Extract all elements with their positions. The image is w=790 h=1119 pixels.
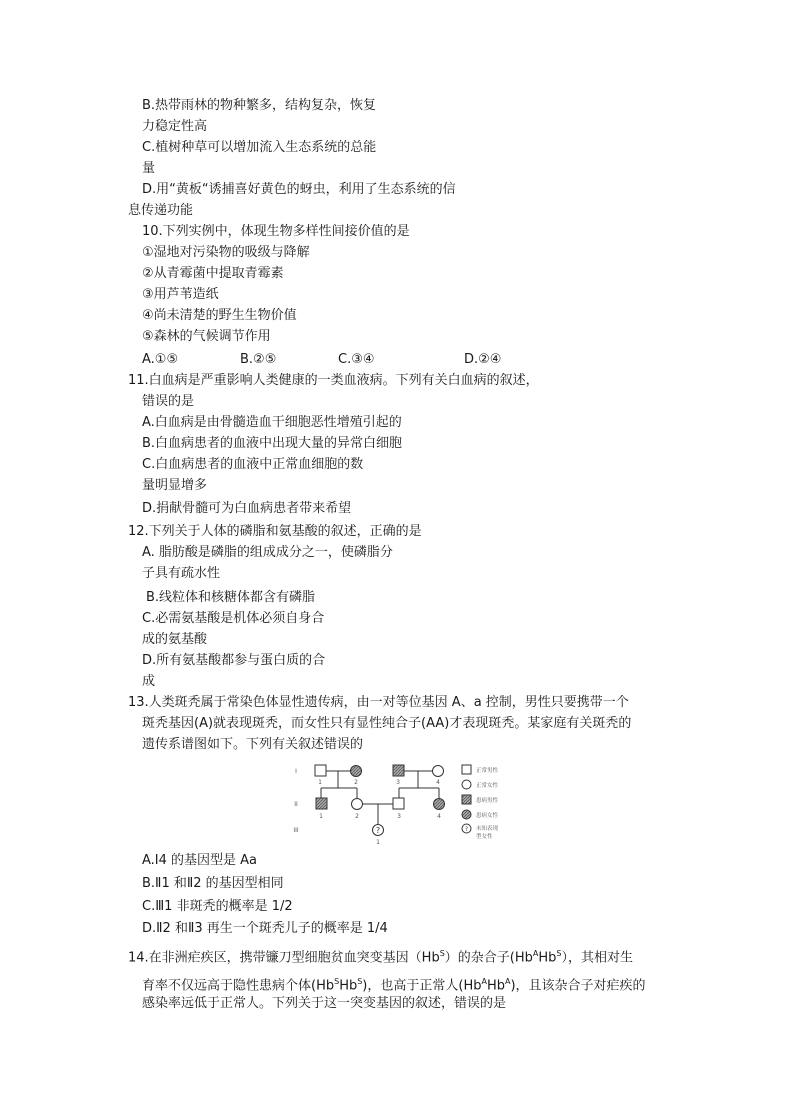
pedigree-diagram bbox=[290, 760, 520, 850]
pedigree-i3-affected-male bbox=[393, 765, 404, 776]
text-line: A.白血病是由骨髓造血干细胞恶性增殖引起的 bbox=[142, 415, 402, 430]
question-10: 10.下列实例中，体现生物多样性间接价值的是 bbox=[142, 224, 410, 239]
pedigree-number: 1 bbox=[376, 839, 380, 846]
pedigree-question-mark: ? bbox=[375, 826, 381, 835]
legend-normal-male-icon bbox=[462, 765, 471, 774]
option-13-a: A.Ⅰ4 的基因型是 Aa bbox=[142, 853, 258, 868]
text-segment: 14.在非洲疟疾区，携带镰刀型细胞贫血突变基因（Hb bbox=[128, 950, 440, 966]
text-line: 量 bbox=[142, 161, 156, 176]
pedigree-ii4-affected-female bbox=[434, 799, 445, 810]
pedigree-number: 2 bbox=[354, 779, 358, 786]
text-line: 错误的是 bbox=[142, 394, 195, 409]
pedigree-number: 4 bbox=[437, 813, 441, 820]
text-line: ②从青霉菌中提取青霉素 bbox=[142, 266, 284, 281]
text-segment: ）的杂合子(Hb bbox=[444, 950, 533, 966]
pedigree-ii2-normal-female bbox=[352, 799, 363, 810]
generation-label-iii: III bbox=[293, 827, 299, 834]
generation-label-i: I bbox=[295, 768, 297, 775]
text-segment: Hb bbox=[486, 978, 505, 994]
text-segment: )，也高于正常人(Hb bbox=[362, 978, 482, 994]
legend-label: 正常男性 bbox=[476, 768, 499, 774]
option-13-b: B.Ⅱ1 和Ⅱ2 的基因型相同 bbox=[142, 876, 284, 891]
superscript: A bbox=[481, 977, 487, 986]
text-line: B.热带雨林的物种繁多，结构复杂，恢复 bbox=[142, 98, 377, 113]
text-segment: ），其相对生 bbox=[561, 950, 633, 966]
text-line: 斑秃基因(A)就表现斑秃，而女性只有显性纯合子(AA)才表现斑秃。某家庭有关斑秃的 bbox=[142, 716, 632, 731]
pedigree-number: 2 bbox=[355, 813, 359, 820]
pedigree-number: 4 bbox=[436, 779, 440, 786]
text-line: C.白血病患者的血液中正常血细胞的数 bbox=[142, 457, 364, 472]
superscript: A bbox=[532, 949, 539, 958]
text-line: 成 bbox=[142, 674, 156, 689]
text-line: B.线粒体和核糖体都含有磷脂 bbox=[146, 590, 316, 605]
pedigree-ii3-normal-male bbox=[393, 798, 404, 809]
text-line: 感染率远低于正常人。下列关于这一突变基因的叙述，错误的是 bbox=[142, 996, 507, 1011]
text-line: 成的氨基酸 bbox=[142, 632, 208, 647]
pedigree-number: 1 bbox=[319, 813, 323, 820]
legend-affected-male-icon bbox=[462, 795, 471, 804]
option-13-c: C.Ⅲ1 非斑秃的概率是 1/2 bbox=[142, 899, 293, 914]
question-14 bbox=[128, 946, 633, 966]
legend-affected-female-icon bbox=[462, 810, 471, 819]
text-line: 量明显增多 bbox=[142, 478, 208, 493]
pedigree-legend bbox=[462, 765, 499, 840]
option-10-c: C.③④ bbox=[338, 352, 375, 367]
legend-label: 患病女性 bbox=[476, 813, 499, 819]
legend-label: 型女性 bbox=[476, 834, 493, 840]
pedigree-i1-normal-male bbox=[315, 765, 326, 776]
text-segment: Hb bbox=[538, 950, 557, 966]
pedigree-ii1-affected-male bbox=[316, 798, 327, 809]
text-line: ⑤森林的气候调节作用 bbox=[142, 329, 271, 344]
pedigree-lines bbox=[321, 771, 439, 824]
superscript: S bbox=[556, 949, 562, 958]
pedigree-number: 1 bbox=[318, 779, 322, 786]
superscript: S bbox=[439, 949, 445, 958]
legend-unknown-question-mark: ? bbox=[464, 826, 469, 833]
generation-label-ii: II bbox=[294, 801, 298, 808]
superscript: S bbox=[357, 977, 363, 986]
option-10-b: B.②⑤ bbox=[240, 352, 277, 367]
legend-label: 未知表现 bbox=[476, 826, 499, 832]
pedigree-i4-normal-female bbox=[433, 766, 444, 777]
superscript: A bbox=[504, 977, 511, 986]
text-line: ③用芦苇造纸 bbox=[142, 287, 219, 302]
text-segment: )，且该杂合子对疟疾的 bbox=[510, 978, 646, 994]
text-line: B.白血病患者的血液中出现大量的异常白细胞 bbox=[142, 436, 403, 451]
legend-label: 患病男性 bbox=[476, 798, 499, 804]
question-12: 12.下列关于人体的磷脂和氨基酸的叙述，正确的是 bbox=[128, 524, 422, 539]
text-line: 子具有疏水性 bbox=[142, 566, 221, 581]
text-line: C.必需氨基酸是机体必须自身合 bbox=[142, 611, 325, 626]
question-11: 11.白血病是严重影响人类健康的一类血液病。下列有关白血病的叙述， bbox=[128, 373, 539, 388]
text-line: D.所有氨基酸都参与蛋白质的合 bbox=[142, 653, 326, 668]
text-line: C.植树种草可以增加流入生态系统的总能 bbox=[142, 140, 377, 155]
text-line: ④尚未清楚的野生生物价值 bbox=[142, 308, 297, 323]
text-segment: 育率不仅远高于隐性患病个体(Hb bbox=[142, 978, 335, 994]
legend-normal-female-icon bbox=[462, 780, 471, 789]
pedigree-i2-affected-female bbox=[351, 766, 362, 777]
text-segment: Hb bbox=[339, 978, 358, 994]
option-10-a: A.①⑤ bbox=[142, 352, 179, 367]
text-line: 息传递功能 bbox=[128, 203, 194, 218]
text-line: D.捐献骨髓可为白血病患者带来希望 bbox=[142, 501, 352, 516]
text-line: 力稳定性高 bbox=[142, 119, 208, 134]
text-line: A. 脂肪酸是磷脂的组成成分之一，使磷脂分 bbox=[142, 545, 393, 560]
pedigree-number: 3 bbox=[397, 813, 401, 820]
option-10-d: D.②④ bbox=[464, 352, 502, 367]
pedigree-number: 3 bbox=[396, 779, 400, 786]
text-line bbox=[142, 974, 646, 994]
text-line: ①湿地对污染物的吸级与降解 bbox=[142, 245, 310, 260]
question-13: 13.人类斑秃属于常染色体显性遗传病，由一对等位基因 A、a 控制，男性只要携带一个 bbox=[128, 695, 629, 710]
option-13-d: D.Ⅱ2 和Ⅱ3 再生一个斑秃儿子的概率是 1/4 bbox=[142, 921, 388, 936]
legend-label: 正常女性 bbox=[476, 783, 499, 789]
text-line: 遗传系谱图如下。下列有关叙述错误的 bbox=[142, 737, 364, 752]
text-line: D.用“黄板“诱捕喜好黄色的蚜虫，利用了生态系统的信 bbox=[142, 182, 456, 197]
superscript: S bbox=[334, 977, 340, 986]
